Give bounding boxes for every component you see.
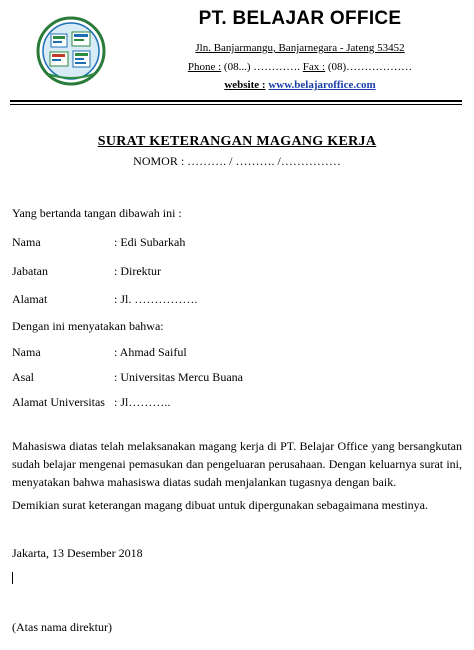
signer-name-label: Nama xyxy=(12,235,41,249)
fax-value: (08)……………… xyxy=(327,61,413,73)
body-paragraph-1: Mahasiswa diatas telah melaksanakan magang kerja di PT. Belajar Office yang bersangkutan sudah belajar mengenai pemasukan dan pengeluaran perusahaan. Dengan keluarnya surat ini, menyatakan bahwa mahasiswa diatas sudah menjalankan tugasnya dengan baik. xyxy=(12,439,462,489)
letterhead-rule-thick xyxy=(10,100,462,102)
signer-position-label: Jabatan xyxy=(12,264,48,278)
fax-label: Fax : xyxy=(302,61,326,73)
signer-address-value: : Jl. ……………. xyxy=(114,292,198,306)
company-name: PT. BELAJAR OFFICE xyxy=(198,8,402,29)
company-address xyxy=(150,42,450,54)
intro-text: Yang bertanda tangan dibawah ini : xyxy=(12,206,182,220)
address-text: Jln. Banjarmangu, Banjarnegara - Jateng 53452 xyxy=(195,42,405,54)
declare-text: Dengan ini menyatakan bahwa: xyxy=(12,319,164,333)
phone-value: (08...) …………. xyxy=(223,61,300,73)
text-cursor xyxy=(12,572,13,584)
signer-address-label: Alamat xyxy=(12,292,48,306)
company-website xyxy=(150,79,450,91)
signer-position-value: : Direktur xyxy=(114,264,161,278)
place-date: Jakarta, 13 Desember 2018 xyxy=(12,546,143,560)
company-logo-icon xyxy=(36,16,106,86)
website-label: website : xyxy=(224,79,266,91)
intern-name-value: : Ahmad Saiful xyxy=(114,345,187,359)
website-link[interactable]: www.belajaroffice.com xyxy=(268,79,376,91)
intern-name-label: Nama xyxy=(12,345,41,359)
letterhead-rule-thin xyxy=(10,104,462,105)
letter-number: NOMOR : ………. / ………. /…………… xyxy=(133,154,341,168)
intern-origin-value: : Universitas Mercu Buana xyxy=(114,370,243,384)
company-contact xyxy=(150,61,450,73)
signature-placeholder: (Atas nama direktur) xyxy=(12,620,112,634)
phone-label: Phone : xyxy=(187,61,222,73)
intern-univ-address-label: Alamat Universitas xyxy=(12,395,105,409)
intern-univ-address-value: : Jl……….. xyxy=(114,395,171,409)
body-paragraph-2: Demikian surat keterangan magang dibuat untuk dipergunakan sebagaimana mestinya. xyxy=(12,498,428,512)
signer-name-value: : Edi Subarkah xyxy=(114,235,186,249)
intern-origin-label: Asal xyxy=(12,370,34,384)
letter-title: SURAT KETERANGAN MAGANG KERJA xyxy=(97,134,377,149)
